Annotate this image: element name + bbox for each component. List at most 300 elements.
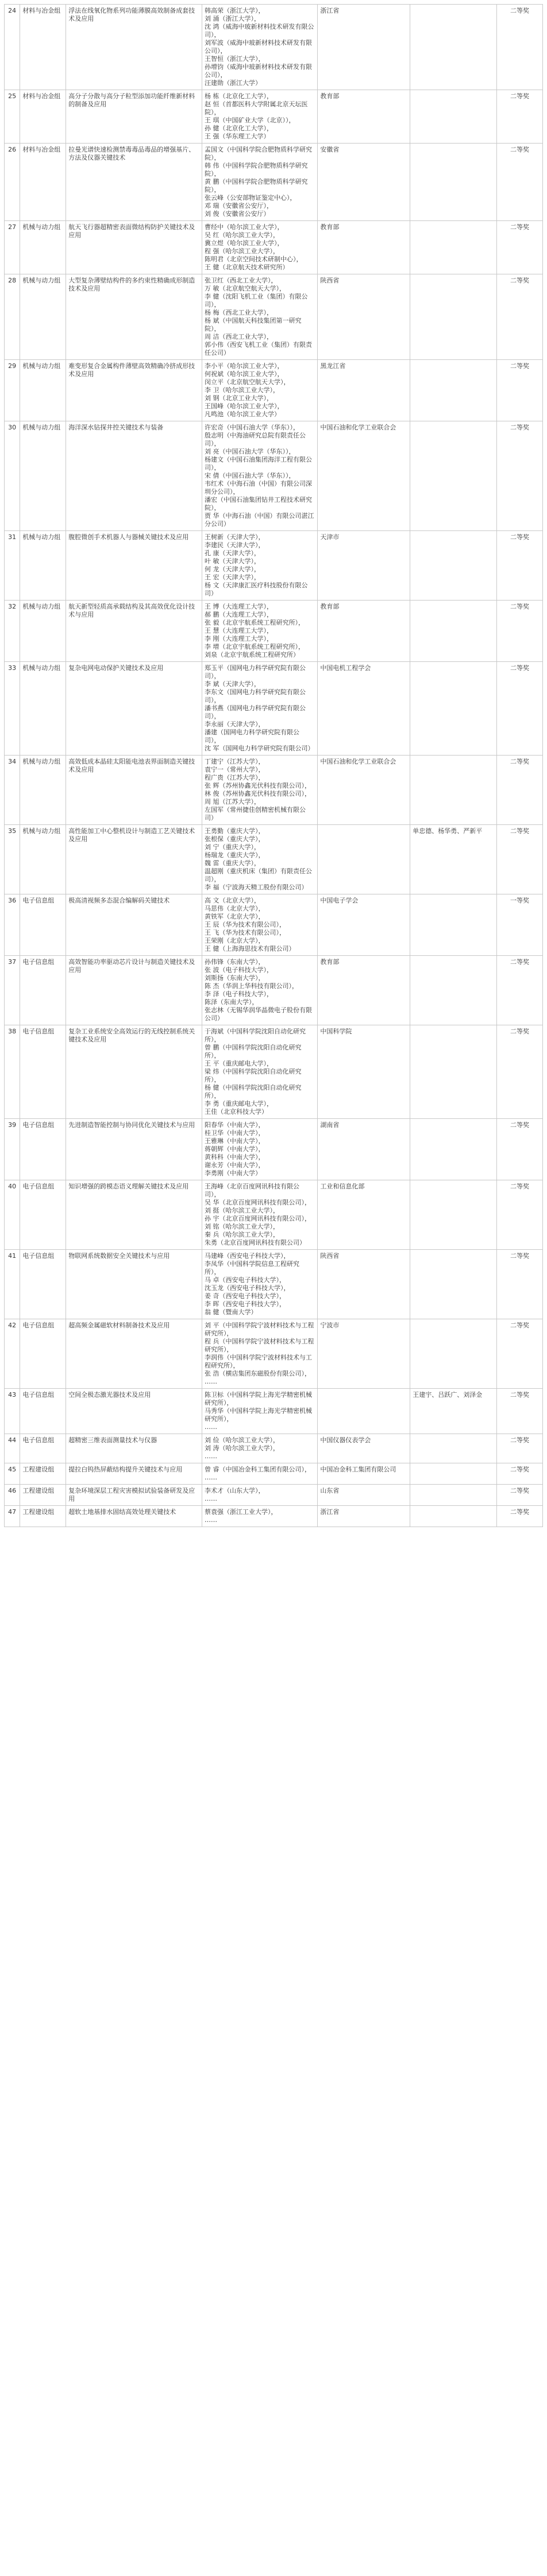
award-level: 二等奖 [497,1434,543,1463]
review-group: 机械与动力组 [20,756,66,825]
review-group: 材料与冶金组 [20,144,66,221]
completer-entry: 张根保（重庆大学）， [205,835,265,843]
project-name: 高效低成本晶硅太阳能电池表界面制造关键技术及应用 [66,756,202,825]
completer-entry: 李 增（北京宇航系统工程研究所）， [205,643,305,650]
award-level: 二等奖 [497,531,543,601]
completer-entry: 冀立煜（哈尔滨工业大学）， [205,239,284,247]
completer-entry: 许宏奇（中国石油大学（华东））， [205,424,300,431]
review-group: 工程建设组 [20,1463,66,1485]
completer-entry: …… [205,1378,218,1385]
completer-entry: 李 健（沈阳飞机工业（集团）有限公司）， [205,293,308,308]
completer-entry: 丁建宁（江苏大学）， [205,758,265,765]
completer-entry: 程 兵（中国科学院宁波材料技术与工程研究所）， [205,1338,314,1353]
completer-entry: …… [205,1495,218,1502]
table-row [5,144,543,221]
completer-entry: 温超刚（重庆机床（集团）有限责任公司）， [205,867,313,883]
completer-entry: 张云峰（公安部物证鉴定中心）， [205,194,296,202]
review-group: 机械与动力组 [20,274,66,360]
completer-entry: 杨 梅（西北工业大学）， [205,309,274,316]
completer-entry: 郝 鹏（大连理工大学）， [205,611,274,618]
row-number: 39 [5,1119,20,1180]
recommender [410,756,497,825]
project-name: 物联网系统数据安全关键技术与应用 [66,1250,202,1319]
completers [202,274,318,360]
nominator: 中国电机工程学会 [318,662,410,756]
completer-entry: 周 旭（江苏大学）， [205,798,261,805]
nominator: 教育部 [318,90,410,144]
table-row [5,531,543,601]
completer-entry: 魏 雷（重庆大学）， [205,859,261,867]
recommender [410,894,497,956]
completer-entry: 凡鸣池（哈尔滨工业大学） [205,410,281,418]
completer-entry: 李 福（宁波海天精工股份有限公司） [205,884,308,891]
award-level: 二等奖 [497,421,543,531]
award-level: 二等奖 [497,1119,543,1180]
project-name: 大型复杂薄壁结构件的多约束性精确成形制造技术及应用 [66,274,202,360]
completer-entry: 王雅琳（中南大学）， [205,1137,265,1145]
completer-entry: 刘 宁（重庆大学）， [205,843,261,851]
project-name: 复杂工业系统安全高效运行的无线控制系统关键技术及应用 [66,1025,202,1119]
table-row [5,1119,543,1180]
completers [202,662,318,756]
completer-entry: 殷志明（中海油研究总院有限责任公司）， [205,432,306,447]
completer-entry: 王 健（上海海思技术有限公司） [205,945,295,952]
nominator: 宁波市 [318,1319,410,1389]
review-group: 机械与动力组 [20,825,66,894]
completer-entry: 张 浩（横店集团东磁股份有限公司）， [205,1370,311,1377]
award-level: 二等奖 [497,1180,543,1250]
completer-entry: …… [205,1452,218,1460]
nominator: 中国电子学会 [318,894,410,956]
row-number: 25 [5,90,20,144]
row-number: 34 [5,756,20,825]
project-name: 浮法在线氧化物系列功能薄膜高效制备成套技术及应用 [66,5,202,90]
nominator: 山东省 [318,1485,410,1506]
completer-entry: 王智恒（浙江大学）， [205,55,265,63]
nominator: 中国仪器仪表学会 [318,1434,410,1463]
award-level: 二等奖 [497,756,543,825]
row-number: 43 [5,1389,20,1434]
completer-entry: 曾 鹏（中国科学院沈阳自动化研究所）， [205,1044,302,1059]
row-number: 45 [5,1463,20,1485]
row-number: 33 [5,662,20,756]
completer-entry: 高 文（北京大学）， [205,897,261,904]
completer-entry: 邓 瑞（安徽省公安厅）， [205,202,274,210]
row-number: 36 [5,894,20,956]
project-name: 高性能加工中心整机设计与制造工艺关键技术及应用 [66,825,202,894]
project-name: 高分子分散与高分子粒型添加功能纤维新材料的制备及应用 [66,90,202,144]
recommender [410,274,497,360]
completer-entry: 韦红术（中海石油（中国）有限公司深圳分公司）， [205,480,313,495]
row-number: 47 [5,1506,20,1527]
completer-entry: 郑玉平（国网电力科学研究院有限公司）， [205,664,306,680]
table-row [5,894,543,956]
project-name: 超软土地基排水固结高效处理关键技术 [66,1506,202,1527]
award-level: 二等奖 [497,5,543,90]
completer-entry: 郭小伟（西安飞机工业（集团）有限责任公司） [205,341,313,357]
nominator: 陕西省 [318,274,410,360]
completer-entry: 孙 宇（北京百度网讯科技有限公司）， [205,1215,311,1222]
review-group: 机械与动力组 [20,662,66,756]
completers [202,1319,318,1389]
completer-entry: 阳春华（中南大学）， [205,1121,265,1129]
completer-entry: 潘建（国网电力科学研究院有限公司）， [205,729,300,744]
completer-entry: 马思伟（北京大学）， [205,905,265,912]
completer-entry: 杨 斌（中国航天科技集团第一研究院）， [205,317,302,332]
completer-entry: 秦 兵（哈尔滨工业大学）， [205,1231,280,1238]
table-row [5,1506,543,1527]
recommender [410,1434,497,1463]
completer-entry: 刘斯扬（东南大学）， [205,974,265,982]
completer-entry: 李东文（国网电力科学研究院有限公司）， [205,688,306,704]
review-group: 电子信息组 [20,1389,66,1434]
project-name: 超精密三维表面测量技术与仪器 [66,1434,202,1463]
award-level: 二等奖 [497,1463,543,1485]
completer-entry: 孙伟锋（东南大学）， [205,958,265,966]
row-number: 38 [5,1025,20,1119]
completer-entry: 张 辉（苏州协鑫光伏科技有限公司）， [205,782,311,789]
review-group: 电子信息组 [20,1180,66,1250]
completer-entry: 张 毅（北京宇航系统工程研究所）， [205,619,305,626]
completer-entry: 于海斌（中国科学院沈阳自动化研究所）， [205,1028,306,1043]
table-row [5,1485,543,1506]
completer-entry: 蒋朝辉（中南大学）， [205,1145,265,1153]
completers [202,421,318,531]
completer-entry: 刘 平（中国科学院宁波材料技术与工程研究所）， [205,1322,314,1337]
award-level: 二等奖 [497,360,543,421]
table-row [5,221,543,274]
award-level: 二等奖 [497,1485,543,1506]
review-group: 电子信息组 [20,894,66,956]
completers [202,221,318,274]
completer-entry: 万 敏（北京航空航天大学）， [205,285,286,292]
completers [202,360,318,421]
row-number: 30 [5,421,20,531]
completer-entry: 林 俊（苏州协鑫光伏科技有限公司）， [205,790,311,797]
award-level: 二等奖 [497,274,543,360]
project-name: 高效智能功率驱动芯片设计与制造关键技术及应用 [66,956,202,1025]
completer-entry: 孙 健（北京化工大学）， [205,125,274,132]
completer-entry: 孔 康（天津大学）， [205,549,261,557]
completer-entry: 刘 亮（中国石油大学（华东））， [205,448,295,455]
completer-entry: 朱勇（北京百度网讯科技有限公司） [205,1239,306,1246]
project-name: 提拉白钨热屏蔽结构提升关键技术与应用 [66,1463,202,1485]
completer-entry: 何 龙（天津大学）， [205,565,261,573]
completers [202,1389,318,1434]
completer-entry: 刘 俊（安徽省公安厅） [205,210,270,218]
nominator: 教育部 [318,956,410,1025]
project-name: 先进制造智能控制与协同优化关键技术与应用 [66,1119,202,1180]
completer-entry: 王 博（大连理工大学）， [205,603,274,610]
completer-entry: 翁 健（暨南大学） [205,1308,257,1316]
completer-entry: 王 平（重庆邮电大学）， [205,1060,274,1067]
review-group: 电子信息组 [20,1119,66,1180]
recommender [410,144,497,221]
award-level: 二等奖 [497,601,543,662]
completer-entry: 李 勇（重庆邮电大学）， [205,1100,274,1107]
nominator [318,1389,410,1434]
award-level: 一等奖 [497,894,543,956]
completer-entry: 程 强（哈尔滨工业大学）， [205,247,280,255]
completer-entry: 左国军（常州捷佳创精密机械有限公司） [205,806,306,822]
completers [202,1463,318,1485]
completer-entry: 杨建文（中国石油集团海洋工程有限公司）， [205,456,313,471]
award-level: 二等奖 [497,1319,543,1389]
completer-entry: 桂卫华（中南大学）， [205,1129,265,1137]
table-row [5,756,543,825]
award-level: 二等奖 [497,1250,543,1319]
completers [202,1250,318,1319]
completer-entry: 姜 奇（西安电子科技大学）， [205,1292,286,1300]
completer-entry: 杨 栋（北京化工大学）， [205,92,274,100]
completer-entry: 王勇勤（重庆大学）， [205,827,265,835]
completer-entry: 孙增钧（威海中玻新材料技术研发有限公司）， [205,63,313,79]
recommender [410,1485,497,1506]
award-level: 二等奖 [497,1506,543,1527]
table-row [5,1180,543,1250]
completer-entry: 李建民（天津大学）， [205,541,265,549]
completer-entry: 刘军波（威海中玻新材料技术研发有限公司）， [205,39,313,55]
completers [202,894,318,956]
completer-entry: 李 卫（哈尔滨工业大学）， [205,386,280,394]
nominator [318,825,410,894]
project-name: 航天飞行器超精密表面微结构防护关键技术及应用 [66,221,202,274]
nominator: 工业和信息化部 [318,1180,410,1250]
completer-entry: 沈玉龙（西安电子科技大学）， [205,1284,290,1292]
recommender [410,1506,497,1527]
completer-entry: 闵立平（北京航空航天大学）， [205,378,290,386]
review-group: 电子信息组 [20,1434,66,1463]
completer-entry: 李 泽（电子科技大学）， [205,990,274,998]
review-group: 材料与冶金组 [20,90,66,144]
completer-entry: 刘 涌（浙江大学）， [205,15,261,22]
completers [202,1506,318,1527]
row-number: 44 [5,1434,20,1463]
completer-entry: 汪建勋（浙江大学） [205,79,262,87]
completer-entry: 王佳（北京科技大学） [205,1108,268,1115]
row-number: 37 [5,956,20,1025]
completer-entry: 宋 倩（中国石油大学（华东））， [205,472,295,479]
completer-entry: 王树新（天津大学）， [205,533,265,541]
completer-entry: 王 飞（华为技术有限公司）， [205,929,286,936]
review-group: 材料与冶金组 [20,5,66,90]
recommender: 王建宇、吕跃广、刘泽金 [410,1389,497,1434]
completer-entry: 张 波（电子科技大学）， [205,966,274,974]
award-table-body [5,5,543,1527]
completer-entry: 马建峰（西安电子科技大学）， [205,1252,290,1260]
review-group: 机械与动力组 [20,221,66,274]
completer-entry: 韩高荣（浙江大学）， [205,7,265,14]
award-level: 二等奖 [497,1389,543,1434]
completer-entry: 曾 睿（中国冶金科工集团有限公司）， [205,1466,311,1473]
nominator: 安徽省 [318,144,410,221]
award-level: 二等奖 [497,1025,543,1119]
completer-entry: 沈 鸿（威海中玻新材料技术研发有限公司）， [205,23,314,38]
completer-entry: 杨 文（天津康汇医疗科技股份有限公司） [205,582,308,597]
completer-entry: 李小平（哈尔滨工业大学）， [205,362,284,370]
review-group: 工程建设组 [20,1485,66,1506]
project-name: 空间全极态激光器技术及应用 [66,1389,202,1434]
completer-entry: 杨 健（中国科学院沈阳自动化研究所）， [205,1084,302,1099]
completer-entry: 杨瑞龙（重庆大学）， [205,851,265,859]
completer-entry: 王 宏（天津大学）， [205,574,261,581]
completer-entry: 刘泉（北京宇航系统工程研究所） [205,651,300,658]
award-table [4,4,543,1527]
project-name: 复杂环境深层工程灾害模拟试验装备研发及应用 [66,1485,202,1506]
recommender [410,1119,497,1180]
completer-entry: 梁 炜（中国科学院沈阳自动化研究所）， [205,1068,302,1083]
completers [202,601,318,662]
completer-entry: 陈卫标（中国科学院上海光学精密机械研究所）， [205,1391,313,1407]
recommender [410,1180,497,1250]
completer-entry: 叶 敏（天津大学）， [205,557,261,565]
review-group: 电子信息组 [20,1250,66,1319]
completer-entry: 李凤华（中国科学院信息工程研究所）， [205,1260,300,1276]
completers [202,1180,318,1250]
completer-entry: 李 刚（大连理工大学）， [205,635,274,642]
nominator: 黑龙江省 [318,360,410,421]
nominator: 陕西省 [318,1250,410,1319]
table-row [5,274,543,360]
completers [202,1119,318,1180]
nominator: 中国石油和化学工业联合会 [318,421,410,531]
completers [202,956,318,1025]
nominator: 天津市 [318,531,410,601]
row-number: 31 [5,531,20,601]
table-row [5,360,543,421]
completer-entry: 王荣刚（北京大学）， [205,937,265,944]
project-name: 拉曼光谱快速检测禁毒毒品毒品的增强基片、方法及仪器关键技术 [66,144,202,221]
completer-entry: 陈 杰（华润上华科技有限公司）， [205,982,299,990]
row-number: 42 [5,1319,20,1389]
completer-entry: …… [205,1516,218,1524]
recommender [410,90,497,144]
completer-entry: 陈明君（北京空间技术研制中心）， [205,255,303,263]
row-number: 46 [5,1485,20,1506]
table-row [5,421,543,531]
completers [202,825,318,894]
completer-entry: …… [205,1474,218,1481]
completer-entry: 吴 红（哈尔滨工业大学）， [205,231,280,239]
recommender [410,1463,497,1485]
completer-entry: 孟国文（中国科学院合肥物质科学研究院）， [205,146,313,161]
table-row [5,1434,543,1463]
completer-entry: 蔡袁强（浙江工业大学）， [205,1508,278,1516]
review-group: 电子信息组 [20,1319,66,1389]
table-row [5,1389,543,1434]
completer-entry: 马 卓（西安电子科技大学）， [205,1276,286,1284]
completer-entry: 李勇刚（中南大学） [205,1169,262,1177]
completer-entry: 黄铁军（北京大学）， [205,913,265,920]
review-group: 机械与动力组 [20,601,66,662]
award-level: 二等奖 [497,662,543,756]
recommender [410,1319,497,1389]
table-row [5,90,543,144]
completer-entry: 李润伟（中国科学院宁波材料技术与工程研究所）， [205,1354,313,1369]
completers [202,5,318,90]
nominator: 中国冶金科工集团有限公司 [318,1463,410,1485]
recommender [410,1025,497,1119]
award-level: 二等奖 [497,90,543,144]
row-number: 40 [5,1180,20,1250]
nominator: 浙江省 [318,5,410,90]
project-name: 知识增强的跨模态语义理解关键技术及应用 [66,1180,202,1250]
completer-entry: 马秀华（中国科学院上海光学精密机械研究所）， [205,1407,313,1423]
nominator: 中国科学院 [318,1025,410,1119]
review-group: 电子信息组 [20,956,66,1025]
completer-entry: 沈 军（国网电力科学研究院有限公司） [205,745,314,752]
award-level: 二等奖 [497,221,543,274]
recommender [410,5,497,90]
nominator: 湖南省 [318,1119,410,1180]
project-name: 复杂电网电动保护关键技术及应用 [66,662,202,756]
row-number: 35 [5,825,20,894]
row-number: 29 [5,360,20,421]
row-number: 27 [5,221,20,274]
award-level: 二等奖 [497,144,543,221]
table-row [5,662,543,756]
recommender [410,662,497,756]
completer-entry: 刘 俭（哈尔滨工业大学）， [205,1436,280,1444]
completer-entry: 刘 铭（哈尔滨工业大学）， [205,1223,280,1230]
recommender [410,956,497,1025]
review-group: 工程建设组 [20,1506,66,1527]
row-number: 28 [5,274,20,360]
completer-entry: 王海峰（北京百度网讯科技有限公司）， [205,1183,300,1198]
completer-entry: 袁宁一（常州大学）， [205,766,265,773]
completer-entry: 黄 鹏（中国科学院合肥物质科学研究院）， [205,178,308,193]
completer-entry: 何祝斌（哈尔滨工业大学）， [205,370,284,378]
project-name: 极高清视频多态混合编解码关键技术 [66,894,202,956]
completer-entry: 李 晖（西安电子科技大学）， [205,1300,286,1308]
project-name: 超高频金属磁软材料制备技术及应用 [66,1319,202,1389]
completer-entry: 王 健（北京航天技术研究所） [205,264,289,271]
recommender: 单忠德、杨华勇、严新平 [410,825,497,894]
nominator: 中国石油和化学工业联合会 [318,756,410,825]
completer-entry: 李永丽（天津大学）， [205,720,265,728]
nominator: 教育部 [318,221,410,274]
completer-entry: 王 强（华东理工大学） [205,133,270,140]
table-row [5,825,543,894]
completer-entry: 李 斌（天津大学）， [205,680,261,688]
completer-entry: 谢永芳（中南大学）， [205,1161,265,1169]
table-row [5,1319,543,1389]
row-number: 26 [5,144,20,221]
completer-entry: 陈泽（东南大学）， [205,998,259,1006]
project-name: 航天新型轻质高承载结构及其高效优化设计技术与应用 [66,601,202,662]
completer-entry: 张卫红（西北工业大学）， [205,277,278,284]
review-group: 机械与动力组 [20,531,66,601]
completer-entry: 赵 恒（首都医科大学附属北京天坛医院）， [205,100,308,116]
recommender [410,360,497,421]
review-group: 机械与动力组 [20,360,66,421]
completer-entry: 王 琪（中国矿业大学（北京））， [205,117,295,124]
recommender [410,221,497,274]
completer-entry: 贾 华（中海石油（中国）有限公司湛江分公司） [205,512,314,528]
completer-entry: 李术才（山东大学）， [205,1487,265,1494]
completer-entry: 潘书燕（国网电力科学研究院有限公司）， [205,704,306,720]
completer-entry: 王 辰（华为技术有限公司）， [205,921,286,928]
nominator: 教育部 [318,601,410,662]
row-number: 41 [5,1250,20,1319]
completers [202,1485,318,1506]
recommender [410,531,497,601]
row-number: 32 [5,601,20,662]
completer-entry: 程广贵（江苏大学）， [205,774,265,781]
table-row [5,956,543,1025]
table-row [5,1463,543,1485]
completer-entry: 刘 挺（哈尔滨工业大学）， [205,1207,280,1214]
